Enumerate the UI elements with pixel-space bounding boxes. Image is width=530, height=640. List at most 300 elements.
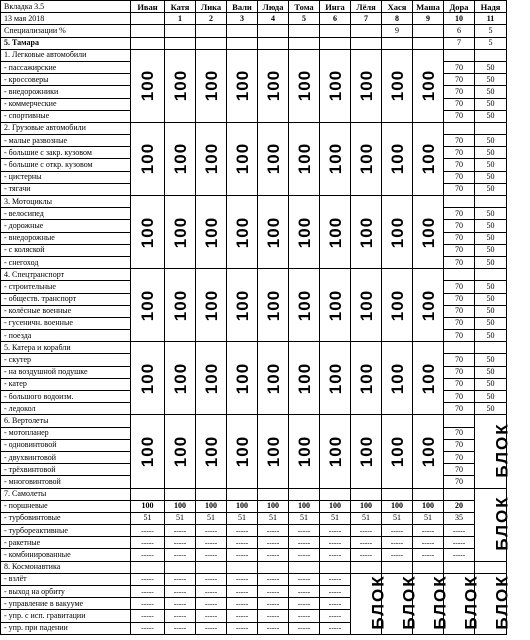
dash-cell: ----- [131,610,165,622]
dora-value: 70 [444,305,475,317]
score-100: 100 [196,415,227,488]
score-100: 100 [413,196,444,269]
section-item: - турбовинтовые [1,512,131,524]
spec-label: Специализации % [1,25,131,37]
section-item: - большие с закр. кузовом [1,147,131,159]
person-number: 1 [165,13,196,25]
nadya-value: 50 [475,98,507,110]
section-item: - турбореактивные [1,525,131,537]
score-100: 100 [320,342,351,415]
section-item: - гусеничн. военные [1,317,131,329]
score-100: 100 [382,196,413,269]
empty-cell [165,488,196,500]
block-label: БЛОК [382,573,413,634]
person-name: Надя [475,1,507,13]
dora-value: 70 [444,208,475,220]
tamara-value [351,37,382,49]
score-100: 100 [382,49,413,122]
dora-value [444,415,475,427]
nadya-value: 50 [475,305,507,317]
section-title: 8. Космонавтика [1,561,131,573]
dash-cell: ----- [258,586,289,598]
score-100: 100 [413,122,444,195]
dash-cell: ----- [351,537,382,549]
section-item: - двухвинтовой [1,451,131,463]
section-item: - с коляской [1,244,131,256]
piston-value: 20 [444,500,475,512]
dash-cell: ----- [320,573,351,585]
nadya-value: 50 [475,159,507,171]
score-100: 100 [227,49,258,122]
section-item: - большие с откр. кузовом [1,159,131,171]
section-item: - ледокол [1,403,131,415]
dash-cell: ----- [289,622,320,634]
section-item: - колёсные военные [1,305,131,317]
dora-value [444,49,475,61]
tamara-value: 5 [475,37,507,49]
score-100: 100 [320,122,351,195]
dora-value: 70 [444,293,475,305]
empty-cell [382,561,413,573]
score-100: 100 [258,415,289,488]
empty-cell [413,488,444,500]
empty-cell [351,488,382,500]
dash-cell: ----- [165,573,196,585]
dora-value: 70 [444,232,475,244]
dora-value: 70 [444,98,475,110]
turbo-value: 51 [320,512,351,524]
piston-value: 100 [227,500,258,512]
dora-value: 70 [444,110,475,122]
score-100: 100 [413,342,444,415]
spec-value [227,25,258,37]
score-100: 100 [351,342,382,415]
score-100: 100 [320,49,351,122]
dora-value: 70 [444,476,475,488]
nadya-value: 50 [475,86,507,98]
nadya-value: 50 [475,183,507,195]
spec-value [320,25,351,37]
dash-cell: ----- [165,622,196,634]
dora-value: 70 [444,74,475,86]
dash-cell: ----- [165,537,196,549]
empty-cell [289,488,320,500]
section-item: - малые развозные [1,135,131,147]
section-item: - обществ. транспорт [1,293,131,305]
empty-cell [227,488,258,500]
nadya-value [475,122,507,134]
nadya-value: 50 [475,232,507,244]
spec-value [289,25,320,37]
dora-value: 70 [444,220,475,232]
score-100: 100 [227,196,258,269]
turbo-value: 51 [227,512,258,524]
dash-cell: ----- [227,610,258,622]
score-100: 100 [196,49,227,122]
person-number: 2 [196,13,227,25]
tamara-value [258,37,289,49]
nadya-value: 50 [475,110,507,122]
dash-cell: ----- [131,537,165,549]
person-name: Иван [131,1,165,13]
person-number: 7 [351,13,382,25]
dora-value [444,196,475,208]
tamara-label: 5. Тамара [1,37,131,49]
piston-value: 100 [382,500,413,512]
dash-cell: ----- [258,537,289,549]
dora-value: 70 [444,183,475,195]
tamara-value [165,37,196,49]
dash-cell: ----- [258,622,289,634]
turbo-value: 51 [196,512,227,524]
dash-cell: ----- [382,525,413,537]
dash-cell: ----- [320,537,351,549]
section-item: - комбинированные [1,549,131,561]
nadya-value [475,196,507,208]
empty-cell [444,561,475,573]
dash-cell: ----- [258,610,289,622]
dash-cell: ----- [165,598,196,610]
piston-value: 100 [131,500,165,512]
score-100: 100 [258,122,289,195]
score-100: 100 [165,196,196,269]
person-number: 3 [227,13,258,25]
spec-value [165,25,196,37]
dora-value [444,122,475,134]
tamara-value [289,37,320,49]
score-100: 100 [227,415,258,488]
score-100: 100 [227,342,258,415]
dash-cell: ----- [165,525,196,537]
nadya-value [475,342,507,354]
person-name: Хася [382,1,413,13]
dash-cell: ----- [165,610,196,622]
dash-cell: ----- [413,537,444,549]
dora-value: 70 [444,391,475,403]
block-label: БЛОК [475,573,507,634]
dora-value: 70 [444,403,475,415]
dora-value: 70 [444,86,475,98]
section-item: - цистерны [1,171,131,183]
nadya-value: 50 [475,256,507,268]
score-100: 100 [413,415,444,488]
score-100: 100 [131,415,165,488]
block-label: БЛОК [413,573,444,634]
dash-cell: ----- [196,586,227,598]
score-100: 100 [320,196,351,269]
score-100: 100 [382,122,413,195]
person-number: 10 [444,13,475,25]
piston-value: 100 [196,500,227,512]
dash-cell: ----- [258,549,289,561]
dora-value: 70 [444,317,475,329]
dash-cell: ----- [258,573,289,585]
nadya-value: 50 [475,281,507,293]
score-100: 100 [320,269,351,342]
nadya-value: 50 [475,330,507,342]
empty-cell [289,561,320,573]
dash-cell: ----- [320,622,351,634]
turbo-value: 51 [351,512,382,524]
dash-cell: ----- [227,537,258,549]
section-item: - на воздушной подушке [1,366,131,378]
empty-cell [131,488,165,500]
person-number: 5 [289,13,320,25]
nadya-value: 50 [475,391,507,403]
score-100: 100 [413,269,444,342]
tamara-value [196,37,227,49]
dora-value: 70 [444,171,475,183]
nadya-value: 50 [475,220,507,232]
score-100: 100 [196,342,227,415]
score-100: 100 [413,49,444,122]
dora-value [444,269,475,281]
section-item: - взлёт [1,573,131,585]
section-title: 6. Вертолеты [1,415,131,427]
score-100: 100 [227,269,258,342]
empty-cell [351,561,382,573]
dash-cell: ----- [382,537,413,549]
dash-cell: ----- [413,525,444,537]
tamara-value: 7 [444,37,475,49]
section-item: - пассажирские [1,61,131,73]
nadya-value: 50 [475,244,507,256]
dora-value: 70 [444,354,475,366]
section-item: - трёхвинтовой [1,464,131,476]
dora-value: 70 [444,147,475,159]
section-item: - упр. с исп. гравитации [1,610,131,622]
tamara-value [382,37,413,49]
dash-cell: ----- [258,598,289,610]
section-title: 7. Самолеты [1,488,131,500]
score-100: 100 [165,342,196,415]
section-item: - снегоход [1,256,131,268]
score-100: 100 [351,269,382,342]
empty-cell [165,561,196,573]
score-100: 100 [131,269,165,342]
empty-cell [382,488,413,500]
person-number: 9 [413,13,444,25]
dash-cell: ----- [320,586,351,598]
section-item: - скутер [1,354,131,366]
nadya-value [475,269,507,281]
score-100: 100 [165,269,196,342]
score-100: 100 [131,196,165,269]
dash-cell: ----- [351,525,382,537]
section-item: - внедорожники [1,86,131,98]
nadya-value: 50 [475,171,507,183]
dash-cell: ----- [196,525,227,537]
person-number: 11 [475,13,507,25]
piston-value: 100 [320,500,351,512]
person-number: 8 [382,13,413,25]
piston-value: 100 [258,500,289,512]
score-100: 100 [165,122,196,195]
score-100: 100 [382,415,413,488]
section-item: - ракетные [1,537,131,549]
dash-cell: ----- [131,549,165,561]
dash-cell: ----- [227,622,258,634]
score-100: 100 [196,122,227,195]
dash-cell: ----- [289,598,320,610]
section-title: 3. Мотоциклы [1,196,131,208]
dash-cell: ----- [413,549,444,561]
score-100: 100 [382,342,413,415]
score-100: 100 [382,269,413,342]
score-100: 100 [289,269,320,342]
nadya-value: 50 [475,135,507,147]
empty-cell [131,561,165,573]
nadya-value: 50 [475,293,507,305]
score-100: 100 [131,122,165,195]
person-number: 4 [258,13,289,25]
score-100: 100 [196,269,227,342]
section-item: - мотопланер [1,427,131,439]
empty-cell [258,488,289,500]
section-item: - выход на орбиту [1,586,131,598]
dash-cell: ----- [320,598,351,610]
score-100: 100 [165,415,196,488]
dash-cell: ----- [351,549,382,561]
person-number [131,13,165,25]
empty-cell [258,561,289,573]
tamara-value [227,37,258,49]
dash-cell: ----- [289,573,320,585]
score-100: 100 [196,196,227,269]
dora-value: 70 [444,61,475,73]
empty-cell [196,488,227,500]
score-100: 100 [227,122,258,195]
person-name: Катя [165,1,196,13]
empty-cell [320,488,351,500]
spec-value: 5 [475,25,507,37]
dora-value: 70 [444,330,475,342]
score-100: 100 [351,49,382,122]
nadya-value: 50 [475,61,507,73]
section-title: 4. Спецтранспорт [1,269,131,281]
empty-cell [196,561,227,573]
piston-value: 100 [165,500,196,512]
person-name: Тома [289,1,320,13]
dash-cell: ----- [227,573,258,585]
tamara-value [131,37,165,49]
dash-cell: ----- [196,622,227,634]
turbo-value: 51 [382,512,413,524]
score-100: 100 [351,415,382,488]
dash-cell: ----- [165,549,196,561]
person-name: Лёля [351,1,382,13]
section-item: - дорожные [1,220,131,232]
score-100: 100 [258,269,289,342]
dora-value: 70 [444,281,475,293]
dora-value: 70 [444,439,475,451]
person-number: 6 [320,13,351,25]
dash-cell: ----- [289,549,320,561]
turbo-value: 51 [413,512,444,524]
section-item: - строительные [1,281,131,293]
section-title: 2. Грузовые автомобили [1,122,131,134]
dash-cell: ----- [320,549,351,561]
section-item: - большого водоизм. [1,391,131,403]
empty-cell [413,561,444,573]
person-name: Люда [258,1,289,13]
nadya-value: 50 [475,354,507,366]
tab-label: Вкладка 3.5 [1,1,131,13]
section-item: - поршневые [1,500,131,512]
score-100: 100 [165,49,196,122]
score-100: 100 [289,415,320,488]
score-100: 100 [258,196,289,269]
section-item: - многовинтовой [1,476,131,488]
dash-cell: ----- [131,525,165,537]
person-name: Маша [413,1,444,13]
score-100: 100 [289,49,320,122]
nadya-value: 50 [475,366,507,378]
dash-cell: ----- [227,598,258,610]
dash-cell: ----- [289,610,320,622]
dash-cell: ----- [444,525,475,537]
nadya-value: 50 [475,317,507,329]
person-name: Инга [320,1,351,13]
section-title: 5. Катера и корабли [1,342,131,354]
dora-value: 70 [444,378,475,390]
dash-cell: ----- [227,525,258,537]
dora-value: 70 [444,451,475,463]
empty-cell [475,561,507,573]
dash-cell: ----- [289,525,320,537]
block-label: БЛОК [444,573,475,634]
dora-value: 70 [444,135,475,147]
nadya-value: 50 [475,74,507,86]
dash-cell: ----- [382,549,413,561]
score-100: 100 [351,122,382,195]
score-100: 100 [289,342,320,415]
section-item: - катер [1,378,131,390]
spec-value: 6 [444,25,475,37]
score-100: 100 [320,415,351,488]
person-name: Лика [196,1,227,13]
section-item: - одновинтовой [1,439,131,451]
spec-value [351,25,382,37]
score-100: 100 [289,122,320,195]
tamara-value [320,37,351,49]
dora-value: 70 [444,159,475,171]
nadya-value: 50 [475,403,507,415]
turbo-value: 51 [258,512,289,524]
score-100: 100 [131,342,165,415]
piston-value: 100 [413,500,444,512]
section-item: - упр. при падении [1,622,131,634]
dash-cell: ----- [131,622,165,634]
score-100: 100 [258,49,289,122]
section-item: - внедорожные [1,232,131,244]
dash-cell: ----- [165,586,196,598]
empty-cell [320,561,351,573]
spec-value [131,25,165,37]
dash-cell: ----- [320,525,351,537]
nadya-value: 50 [475,147,507,159]
dash-cell: ----- [131,586,165,598]
spec-value: 9 [382,25,413,37]
score-100: 100 [289,196,320,269]
dash-cell: ----- [196,598,227,610]
section-item: - управление в вакууме [1,598,131,610]
spec-value [196,25,227,37]
dash-cell: ----- [258,525,289,537]
score-100: 100 [258,342,289,415]
dash-cell: ----- [196,537,227,549]
nadya-value: 50 [475,208,507,220]
